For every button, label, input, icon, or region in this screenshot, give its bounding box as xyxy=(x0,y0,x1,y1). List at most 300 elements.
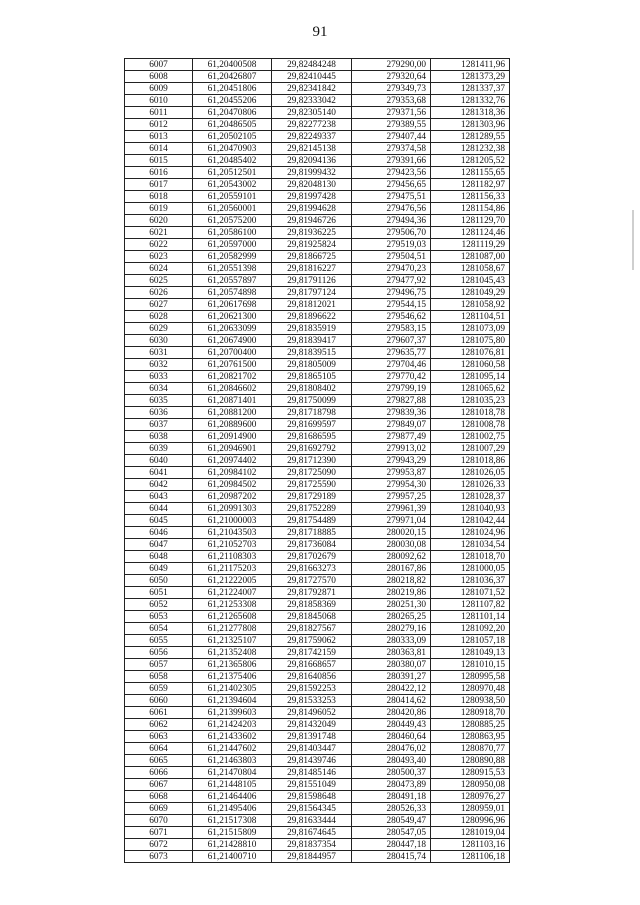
y-coordinate-cell: 1281087,00 xyxy=(431,251,510,263)
longitude-cell: 29,82333042 xyxy=(272,95,352,107)
point-number-cell: 6027 xyxy=(125,299,193,311)
latitude-cell: 61,20426807 xyxy=(193,71,272,83)
coordinates-table xyxy=(124,58,510,863)
latitude-cell: 61,21447602 xyxy=(193,743,272,755)
y-coordinate-cell: 1281058,67 xyxy=(431,263,510,275)
x-coordinate-cell: 279476,56 xyxy=(352,203,431,215)
y-coordinate-cell: 1280950,08 xyxy=(431,779,510,791)
latitude-cell: 61,21265608 xyxy=(193,611,272,623)
longitude-cell: 29,81551049 xyxy=(272,779,352,791)
x-coordinate-cell: 279544,15 xyxy=(352,299,431,311)
table-row xyxy=(125,155,510,167)
point-number-cell: 6024 xyxy=(125,263,193,275)
latitude-cell: 61,20586100 xyxy=(193,227,272,239)
longitude-cell: 29,82249337 xyxy=(272,131,352,143)
x-coordinate-cell: 279506,70 xyxy=(352,227,431,239)
longitude-cell: 29,81592253 xyxy=(272,683,352,695)
point-number-cell: 6061 xyxy=(125,707,193,719)
y-coordinate-cell: 1281095,14 xyxy=(431,371,510,383)
longitude-cell: 29,81805009 xyxy=(272,359,352,371)
y-coordinate-cell: 1281103,16 xyxy=(431,839,510,851)
x-coordinate-cell: 280391,27 xyxy=(352,671,431,683)
x-coordinate-cell: 279496,75 xyxy=(352,287,431,299)
point-number-cell: 6013 xyxy=(125,131,193,143)
point-number-cell: 6055 xyxy=(125,635,193,647)
table-row xyxy=(125,95,510,107)
point-number-cell: 6060 xyxy=(125,695,193,707)
table-row xyxy=(125,395,510,407)
point-number-cell: 6047 xyxy=(125,539,193,551)
x-coordinate-cell: 280473,89 xyxy=(352,779,431,791)
latitude-cell: 61,20575200 xyxy=(193,215,272,227)
latitude-cell: 61,20597000 xyxy=(193,239,272,251)
longitude-cell: 29,82048130 xyxy=(272,179,352,191)
x-coordinate-cell: 280414,62 xyxy=(352,695,431,707)
table-row xyxy=(125,515,510,527)
latitude-cell: 61,20889600 xyxy=(193,419,272,431)
table-row xyxy=(125,479,510,491)
y-coordinate-cell: 1281092,20 xyxy=(431,623,510,635)
point-number-cell: 6023 xyxy=(125,251,193,263)
point-number-cell: 6019 xyxy=(125,203,193,215)
latitude-cell: 61,21277808 xyxy=(193,623,272,635)
x-coordinate-cell: 279953,87 xyxy=(352,467,431,479)
point-number-cell: 6007 xyxy=(125,59,193,71)
latitude-cell: 61,20991303 xyxy=(193,503,272,515)
longitude-cell: 29,81640856 xyxy=(272,671,352,683)
latitude-cell: 61,21463803 xyxy=(193,755,272,767)
point-number-cell: 6035 xyxy=(125,395,193,407)
latitude-cell: 61,20761500 xyxy=(193,359,272,371)
y-coordinate-cell: 1281026,05 xyxy=(431,467,510,479)
latitude-cell: 61,21515809 xyxy=(193,827,272,839)
y-coordinate-cell: 1281075,80 xyxy=(431,335,510,347)
latitude-cell: 61,21325107 xyxy=(193,635,272,647)
x-coordinate-cell: 279475,51 xyxy=(352,191,431,203)
y-coordinate-cell: 1281028,37 xyxy=(431,491,510,503)
latitude-cell: 61,20400508 xyxy=(193,59,272,71)
longitude-cell: 29,81858369 xyxy=(272,599,352,611)
y-coordinate-cell: 1281106,18 xyxy=(431,851,510,863)
x-coordinate-cell: 279635,77 xyxy=(352,347,431,359)
x-coordinate-cell: 279799,19 xyxy=(352,383,431,395)
longitude-cell: 29,81812021 xyxy=(272,299,352,311)
y-coordinate-cell: 1281018,70 xyxy=(431,551,510,563)
table-row xyxy=(125,287,510,299)
y-coordinate-cell: 1281065,62 xyxy=(431,383,510,395)
table-row xyxy=(125,347,510,359)
x-coordinate-cell: 279704,46 xyxy=(352,359,431,371)
y-coordinate-cell: 1281337,37 xyxy=(431,83,510,95)
y-coordinate-cell: 1281035,23 xyxy=(431,395,510,407)
longitude-cell: 29,82484248 xyxy=(272,59,352,71)
table-row xyxy=(125,251,510,263)
table-row xyxy=(125,299,510,311)
point-number-cell: 6022 xyxy=(125,239,193,251)
x-coordinate-cell: 280447,18 xyxy=(352,839,431,851)
point-number-cell: 6026 xyxy=(125,287,193,299)
x-coordinate-cell: 280449,43 xyxy=(352,719,431,731)
point-number-cell: 6030 xyxy=(125,335,193,347)
y-coordinate-cell: 1280863,95 xyxy=(431,731,510,743)
longitude-cell: 29,81816227 xyxy=(272,263,352,275)
table-row xyxy=(125,659,510,671)
table-row xyxy=(125,599,510,611)
y-coordinate-cell: 1280976,27 xyxy=(431,791,510,803)
point-number-cell: 6011 xyxy=(125,107,193,119)
y-coordinate-cell: 1281129,70 xyxy=(431,215,510,227)
latitude-cell: 61,20557897 xyxy=(193,275,272,287)
table-row xyxy=(125,575,510,587)
longitude-cell: 29,81674645 xyxy=(272,827,352,839)
longitude-cell: 29,81718798 xyxy=(272,407,352,419)
x-coordinate-cell: 279477,92 xyxy=(352,275,431,287)
x-coordinate-cell: 279877,49 xyxy=(352,431,431,443)
latitude-cell: 61,21365806 xyxy=(193,659,272,671)
point-number-cell: 6056 xyxy=(125,647,193,659)
point-number-cell: 6012 xyxy=(125,119,193,131)
x-coordinate-cell: 280547,05 xyxy=(352,827,431,839)
x-coordinate-cell: 279391,66 xyxy=(352,155,431,167)
y-coordinate-cell: 1281002,75 xyxy=(431,431,510,443)
table-row xyxy=(125,131,510,143)
latitude-cell: 61,20871401 xyxy=(193,395,272,407)
table-row xyxy=(125,227,510,239)
y-coordinate-cell: 1281232,38 xyxy=(431,143,510,155)
longitude-cell: 29,81729189 xyxy=(272,491,352,503)
latitude-cell: 61,20559101 xyxy=(193,191,272,203)
x-coordinate-cell: 280476,02 xyxy=(352,743,431,755)
y-coordinate-cell: 1281000,05 xyxy=(431,563,510,575)
longitude-cell: 29,81750099 xyxy=(272,395,352,407)
longitude-cell: 29,81946726 xyxy=(272,215,352,227)
point-number-cell: 6014 xyxy=(125,143,193,155)
longitude-cell: 29,81925824 xyxy=(272,239,352,251)
y-coordinate-cell: 1281156,33 xyxy=(431,191,510,203)
longitude-cell: 29,81485146 xyxy=(272,767,352,779)
y-coordinate-cell: 1281018,86 xyxy=(431,455,510,467)
longitude-cell: 29,81699597 xyxy=(272,419,352,431)
table-row xyxy=(125,143,510,155)
x-coordinate-cell: 279349,73 xyxy=(352,83,431,95)
y-coordinate-cell: 1281318,36 xyxy=(431,107,510,119)
point-number-cell: 6067 xyxy=(125,779,193,791)
x-coordinate-cell: 280030,08 xyxy=(352,539,431,551)
y-coordinate-cell: 1280885,25 xyxy=(431,719,510,731)
point-number-cell: 6049 xyxy=(125,563,193,575)
latitude-cell: 61,21043503 xyxy=(193,527,272,539)
y-coordinate-cell: 1281036,37 xyxy=(431,575,510,587)
point-number-cell: 6069 xyxy=(125,803,193,815)
y-coordinate-cell: 1280938,50 xyxy=(431,695,510,707)
point-number-cell: 6037 xyxy=(125,419,193,431)
latitude-cell: 61,21470804 xyxy=(193,767,272,779)
latitude-cell: 61,20617698 xyxy=(193,299,272,311)
x-coordinate-cell: 280493,40 xyxy=(352,755,431,767)
longitude-cell: 29,81391748 xyxy=(272,731,352,743)
table-row xyxy=(125,119,510,131)
latitude-cell: 61,20485402 xyxy=(193,155,272,167)
latitude-cell: 61,20543002 xyxy=(193,179,272,191)
x-coordinate-cell: 280380,07 xyxy=(352,659,431,671)
point-number-cell: 6033 xyxy=(125,371,193,383)
table-row xyxy=(125,335,510,347)
y-coordinate-cell: 1281101,14 xyxy=(431,611,510,623)
longitude-cell: 29,81759062 xyxy=(272,635,352,647)
table-row xyxy=(125,239,510,251)
latitude-cell: 61,21000003 xyxy=(193,515,272,527)
latitude-cell: 61,20451806 xyxy=(193,83,272,95)
y-coordinate-cell: 1281045,43 xyxy=(431,275,510,287)
longitude-cell: 29,81598648 xyxy=(272,791,352,803)
y-coordinate-cell: 1281104,51 xyxy=(431,311,510,323)
longitude-cell: 29,81999432 xyxy=(272,167,352,179)
table-row xyxy=(125,383,510,395)
y-coordinate-cell: 1281119,29 xyxy=(431,239,510,251)
x-coordinate-cell: 279607,37 xyxy=(352,335,431,347)
table-row xyxy=(125,59,510,71)
y-coordinate-cell: 1281073,09 xyxy=(431,323,510,335)
x-coordinate-cell: 279770,42 xyxy=(352,371,431,383)
longitude-cell: 29,81496052 xyxy=(272,707,352,719)
y-coordinate-cell: 1280959,01 xyxy=(431,803,510,815)
longitude-cell: 29,81844957 xyxy=(272,851,352,863)
x-coordinate-cell: 279353,68 xyxy=(352,95,431,107)
point-number-cell: 6058 xyxy=(125,671,193,683)
y-coordinate-cell: 1281019,04 xyxy=(431,827,510,839)
latitude-cell: 61,21052703 xyxy=(193,539,272,551)
x-coordinate-cell: 279494,36 xyxy=(352,215,431,227)
x-coordinate-cell: 279913,02 xyxy=(352,443,431,455)
table-row xyxy=(125,71,510,83)
point-number-cell: 6051 xyxy=(125,587,193,599)
x-coordinate-cell: 279954,30 xyxy=(352,479,431,491)
y-coordinate-cell: 1281049,29 xyxy=(431,287,510,299)
point-number-cell: 6073 xyxy=(125,851,193,863)
y-coordinate-cell: 1281010,15 xyxy=(431,659,510,671)
point-number-cell: 6018 xyxy=(125,191,193,203)
longitude-cell: 29,81835919 xyxy=(272,323,352,335)
longitude-cell: 29,81712390 xyxy=(272,455,352,467)
point-number-cell: 6040 xyxy=(125,455,193,467)
latitude-cell: 61,21399603 xyxy=(193,707,272,719)
longitude-cell: 29,82145138 xyxy=(272,143,352,155)
latitude-cell: 61,20821702 xyxy=(193,371,272,383)
y-coordinate-cell: 1281057,18 xyxy=(431,635,510,647)
y-coordinate-cell: 1281182,97 xyxy=(431,179,510,191)
x-coordinate-cell: 279519,03 xyxy=(352,239,431,251)
latitude-cell: 61,21222005 xyxy=(193,575,272,587)
point-number-cell: 6009 xyxy=(125,83,193,95)
x-coordinate-cell: 279371,56 xyxy=(352,107,431,119)
latitude-cell: 61,21108303 xyxy=(193,551,272,563)
coordinates-table-body xyxy=(125,59,510,863)
x-coordinate-cell: 280218,82 xyxy=(352,575,431,587)
table-row xyxy=(125,455,510,467)
longitude-cell: 29,82305140 xyxy=(272,107,352,119)
point-number-cell: 6034 xyxy=(125,383,193,395)
y-coordinate-cell: 1280996,96 xyxy=(431,815,510,827)
table-row xyxy=(125,719,510,731)
latitude-cell: 61,21402305 xyxy=(193,683,272,695)
longitude-cell: 29,81808402 xyxy=(272,383,352,395)
latitude-cell: 61,20974402 xyxy=(193,455,272,467)
point-number-cell: 6066 xyxy=(125,767,193,779)
table-row xyxy=(125,191,510,203)
latitude-cell: 61,21433602 xyxy=(193,731,272,743)
table-row xyxy=(125,587,510,599)
x-coordinate-cell: 279470,23 xyxy=(352,263,431,275)
point-number-cell: 6050 xyxy=(125,575,193,587)
latitude-cell: 61,21517308 xyxy=(193,815,272,827)
latitude-cell: 61,21448105 xyxy=(193,779,272,791)
table-row xyxy=(125,827,510,839)
x-coordinate-cell: 279423,56 xyxy=(352,167,431,179)
latitude-cell: 61,20574898 xyxy=(193,287,272,299)
table-row xyxy=(125,371,510,383)
y-coordinate-cell: 1280915,53 xyxy=(431,767,510,779)
point-number-cell: 6045 xyxy=(125,515,193,527)
longitude-cell: 29,81403447 xyxy=(272,743,352,755)
table-row xyxy=(125,443,510,455)
longitude-cell: 29,81936225 xyxy=(272,227,352,239)
table-row xyxy=(125,527,510,539)
point-number-cell: 6063 xyxy=(125,731,193,743)
y-coordinate-cell: 1281049,13 xyxy=(431,647,510,659)
table-row xyxy=(125,731,510,743)
y-coordinate-cell: 1280890,88 xyxy=(431,755,510,767)
x-coordinate-cell: 280420,86 xyxy=(352,707,431,719)
table-row xyxy=(125,743,510,755)
x-coordinate-cell: 280526,33 xyxy=(352,803,431,815)
x-coordinate-cell: 280251,30 xyxy=(352,599,431,611)
longitude-cell: 29,81727570 xyxy=(272,575,352,587)
point-number-cell: 6008 xyxy=(125,71,193,83)
x-coordinate-cell: 280092,62 xyxy=(352,551,431,563)
point-number-cell: 6044 xyxy=(125,503,193,515)
x-coordinate-cell: 280363,81 xyxy=(352,647,431,659)
longitude-cell: 29,81791126 xyxy=(272,275,352,287)
y-coordinate-cell: 1280918,70 xyxy=(431,707,510,719)
latitude-cell: 61,21400710 xyxy=(193,851,272,863)
point-number-cell: 6059 xyxy=(125,683,193,695)
table-row xyxy=(125,779,510,791)
latitude-cell: 61,20984102 xyxy=(193,467,272,479)
table-row xyxy=(125,83,510,95)
table-row xyxy=(125,623,510,635)
latitude-cell: 61,21394604 xyxy=(193,695,272,707)
table-row xyxy=(125,323,510,335)
latitude-cell: 61,21175203 xyxy=(193,563,272,575)
y-coordinate-cell: 1281058,92 xyxy=(431,299,510,311)
table-row xyxy=(125,551,510,563)
table-row xyxy=(125,767,510,779)
table-row xyxy=(125,263,510,275)
latitude-cell: 61,20946901 xyxy=(193,443,272,455)
longitude-cell: 29,81994628 xyxy=(272,203,352,215)
table-row xyxy=(125,503,510,515)
longitude-cell: 29,81896622 xyxy=(272,311,352,323)
latitude-cell: 61,20470806 xyxy=(193,107,272,119)
point-number-cell: 6054 xyxy=(125,623,193,635)
x-coordinate-cell: 280460,64 xyxy=(352,731,431,743)
longitude-cell: 29,81668657 xyxy=(272,659,352,671)
x-coordinate-cell: 279374,58 xyxy=(352,143,431,155)
longitude-cell: 29,82277238 xyxy=(272,119,352,131)
x-coordinate-cell: 280333,09 xyxy=(352,635,431,647)
y-coordinate-cell: 1280870,77 xyxy=(431,743,510,755)
table-row xyxy=(125,851,510,863)
longitude-cell: 29,81837354 xyxy=(272,839,352,851)
latitude-cell: 61,21253308 xyxy=(193,599,272,611)
point-number-cell: 6068 xyxy=(125,791,193,803)
latitude-cell: 61,20674900 xyxy=(193,335,272,347)
latitude-cell: 61,20455206 xyxy=(193,95,272,107)
x-coordinate-cell: 280279,16 xyxy=(352,623,431,635)
latitude-cell: 61,21428810 xyxy=(193,839,272,851)
table-row xyxy=(125,275,510,287)
x-coordinate-cell: 279456,65 xyxy=(352,179,431,191)
latitude-cell: 61,20914900 xyxy=(193,431,272,443)
x-coordinate-cell: 279320,64 xyxy=(352,71,431,83)
point-number-cell: 6042 xyxy=(125,479,193,491)
latitude-cell: 61,20486505 xyxy=(193,119,272,131)
table-row xyxy=(125,611,510,623)
latitude-cell: 61,21464406 xyxy=(193,791,272,803)
y-coordinate-cell: 1281332,76 xyxy=(431,95,510,107)
y-coordinate-cell: 1281071,52 xyxy=(431,587,510,599)
y-coordinate-cell: 1281155,65 xyxy=(431,167,510,179)
point-number-cell: 6025 xyxy=(125,275,193,287)
longitude-cell: 29,81797124 xyxy=(272,287,352,299)
point-number-cell: 6031 xyxy=(125,347,193,359)
point-number-cell: 6021 xyxy=(125,227,193,239)
table-row xyxy=(125,359,510,371)
point-number-cell: 6057 xyxy=(125,659,193,671)
y-coordinate-cell: 1281034,54 xyxy=(431,539,510,551)
scan-edge-mark xyxy=(632,210,634,270)
x-coordinate-cell: 279583,15 xyxy=(352,323,431,335)
point-number-cell: 6071 xyxy=(125,827,193,839)
latitude-cell: 61,20633099 xyxy=(193,323,272,335)
x-coordinate-cell: 280549,47 xyxy=(352,815,431,827)
page-number: 91 xyxy=(312,24,328,40)
y-coordinate-cell: 1281289,55 xyxy=(431,131,510,143)
table-row xyxy=(125,107,510,119)
y-coordinate-cell: 1281042,44 xyxy=(431,515,510,527)
longitude-cell: 29,81865105 xyxy=(272,371,352,383)
x-coordinate-cell: 279407,44 xyxy=(352,131,431,143)
y-coordinate-cell: 1281154,86 xyxy=(431,203,510,215)
longitude-cell: 29,81692792 xyxy=(272,443,352,455)
longitude-cell: 29,82094136 xyxy=(272,155,352,167)
point-number-cell: 6039 xyxy=(125,443,193,455)
x-coordinate-cell: 280020,15 xyxy=(352,527,431,539)
y-coordinate-cell: 1281076,81 xyxy=(431,347,510,359)
longitude-cell: 29,81839515 xyxy=(272,347,352,359)
latitude-cell: 61,21352408 xyxy=(193,647,272,659)
longitude-cell: 29,81663273 xyxy=(272,563,352,575)
x-coordinate-cell: 279546,62 xyxy=(352,311,431,323)
longitude-cell: 29,81742159 xyxy=(272,647,352,659)
table-row xyxy=(125,179,510,191)
latitude-cell: 61,20846602 xyxy=(193,383,272,395)
latitude-cell: 61,21375406 xyxy=(193,671,272,683)
y-coordinate-cell: 1280970,48 xyxy=(431,683,510,695)
latitude-cell: 61,21224007 xyxy=(193,587,272,599)
longitude-cell: 29,81827567 xyxy=(272,623,352,635)
x-coordinate-cell: 279839,36 xyxy=(352,407,431,419)
